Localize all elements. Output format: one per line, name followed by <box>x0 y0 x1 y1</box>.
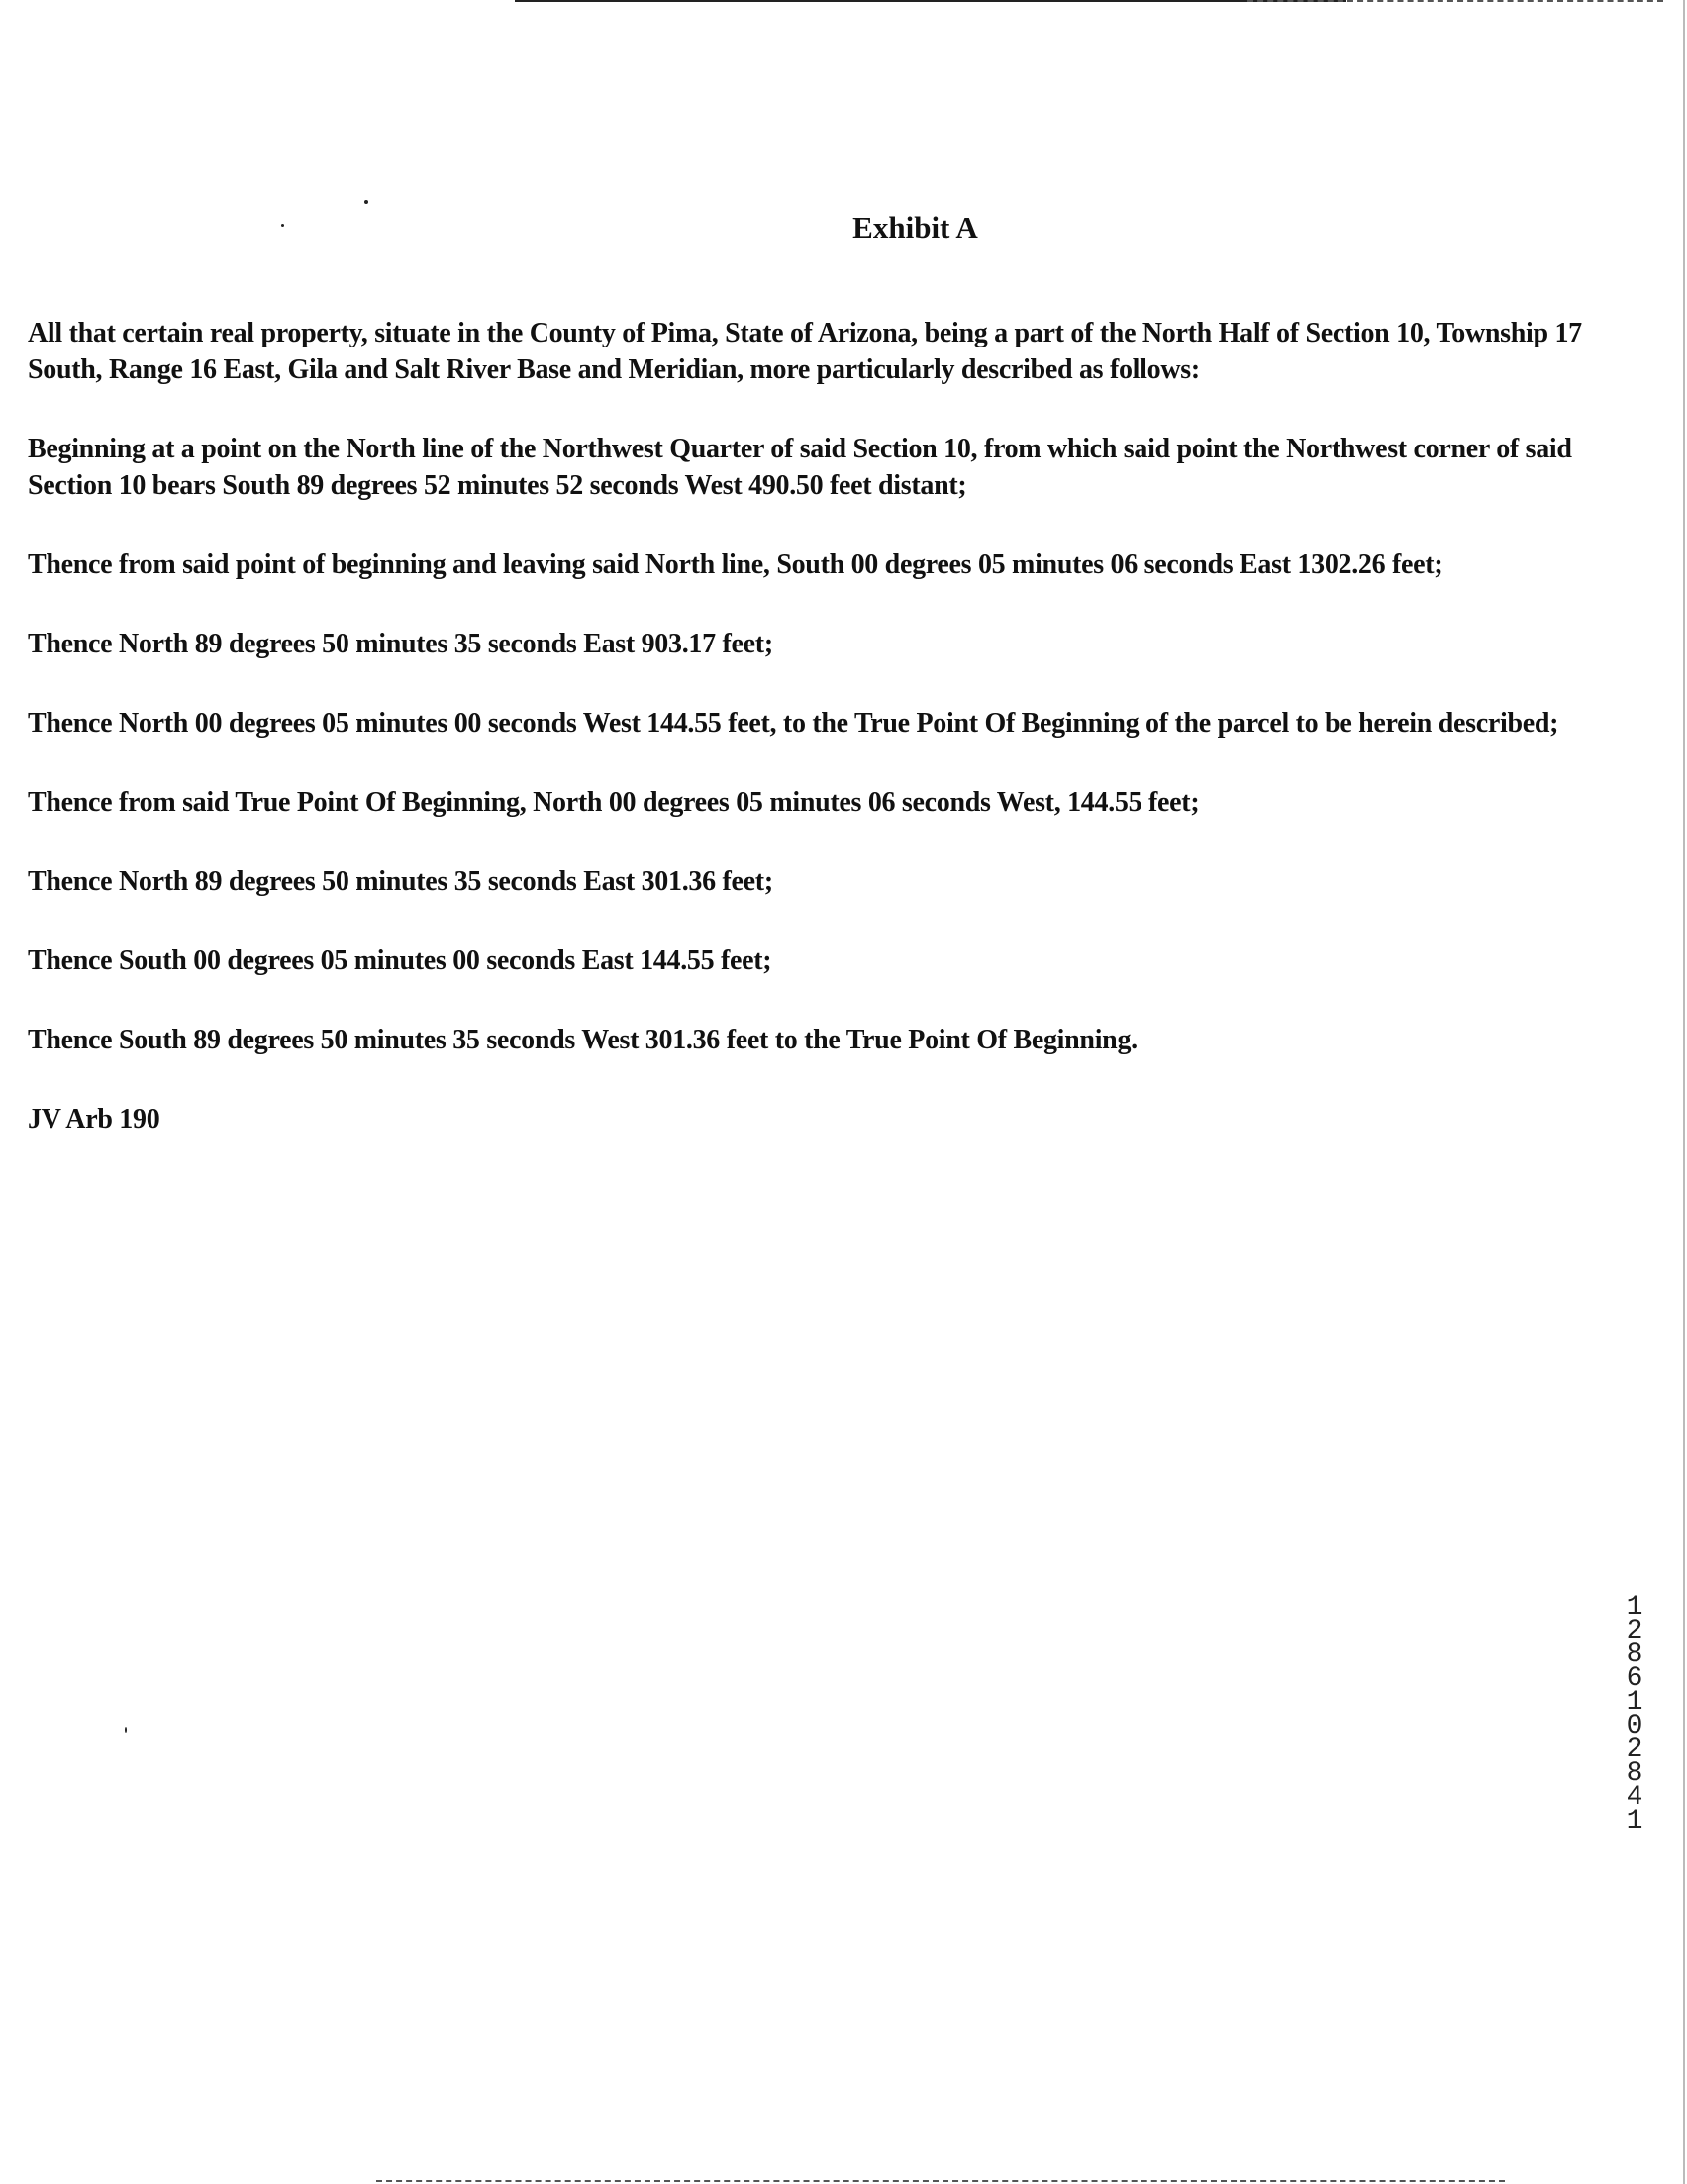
paragraph-course-7: Thence South 89 degrees 50 minutes 35 seconds West 301.36 feet to the True Point Of Beginning. <box>28 1025 1138 1055</box>
bottom-scan-border <box>376 2180 1505 2182</box>
paragraph-course-5: Thence North 89 degrees 50 minutes 35 seconds East 301.36 feet; <box>28 866 773 897</box>
scan-speck <box>125 1727 127 1733</box>
paragraph-course-6: Thence South 00 degrees 05 minutes 00 seconds East 144.55 feet; <box>28 945 772 976</box>
paragraph-property-description: All that certain real property, situate in the County of Pima, State of Arizona, being a part of the North Half of Section 10, Township 17 South, Range 16 East, Gila and Salt River Base and Meridian, more particularly described as follows: <box>28 318 1582 385</box>
paragraph-course-4: Thence from said True Point Of Beginning, North 00 degrees 05 minutes 06 seconds West, 144.55 feet; <box>28 787 1200 818</box>
right-scan-edge <box>1683 0 1685 2184</box>
recording-number: 12861 02841 <box>1626 1592 1660 1837</box>
paragraph-course-2: Thence North 89 degrees 50 minutes 35 seconds East 903.17 feet; <box>28 629 773 659</box>
legal-description <box>28 315 1643 1138</box>
reference-number: JV Arb 190 <box>28 1104 160 1135</box>
document-title: Exhibit A <box>852 210 978 245</box>
paragraph-course-1: Thence from said point of beginning and leaving said North line, South 00 degrees 05 minutes 06 seconds East 1302.26 feet; <box>28 549 1443 580</box>
paragraph-beginning-point: Beginning at a point on the North line of the Northwest Quarter of said Section 10, from which said point the Northwest corner of said Section 10 bears South 89 degrees 52 minutes 52 seconds West 490.50 feet distant; <box>28 434 1572 501</box>
top-scan-border <box>515 0 1346 2</box>
paragraph-course-3: Thence North 00 degrees 05 minutes 00 seconds West 144.55 feet, to the True Point Of Beginning of the parcel to be herein described; <box>28 708 1559 739</box>
scan-speck <box>364 200 368 204</box>
top-scan-border-dashed <box>1247 0 1663 3</box>
